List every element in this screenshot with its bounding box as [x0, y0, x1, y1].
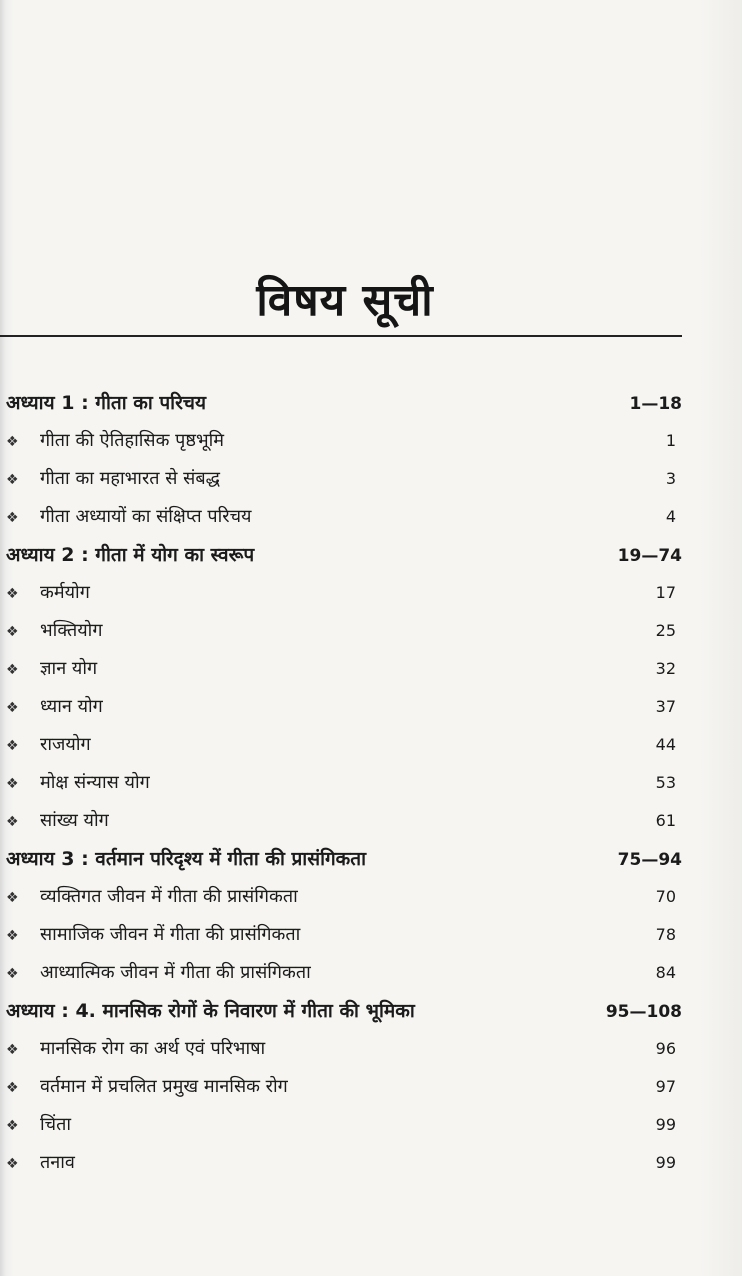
entry-page: 44 [655, 735, 676, 754]
diamond-dots-icon: ❖ [6, 928, 19, 944]
entry-label: मोक्ष संन्यास योग [40, 772, 150, 793]
diamond-dots-icon: ❖ [6, 1080, 19, 1096]
entry-label: सांख्य योग [40, 810, 109, 831]
toc-entry [0, 802, 690, 840]
entry-label: सामाजिक जीवन में गीता की प्रासंगिकता [40, 924, 301, 945]
entry-page: 99 [655, 1153, 676, 1172]
entry-label: गीता की ऐतिहासिक पृष्ठभूमि [40, 430, 225, 451]
entry-page: 53 [655, 773, 676, 792]
chapter-title: अध्याय : 4. मानसिक रोगों के निवारण में गीता की भूमिका [6, 1000, 415, 1022]
toc-entry [0, 1030, 690, 1068]
toc-entry [0, 1144, 690, 1182]
entry-label: राजयोग [40, 734, 91, 755]
toc-entry [0, 726, 690, 764]
chapter-page-range: 95—108 [605, 1002, 682, 1022]
toc-entry [0, 422, 690, 460]
toc-entry [0, 1068, 690, 1106]
diamond-dots-icon: ❖ [6, 472, 19, 488]
chapter-title: अध्याय 2 : गीता में योग का स्वरूप [6, 544, 255, 566]
entry-label: गीता का महाभारत से संबद्ध [40, 468, 221, 489]
entry-label: तनाव [40, 1152, 75, 1173]
chapter-heading [0, 384, 690, 422]
entry-page: 32 [655, 659, 676, 678]
chapter-page-range: 1—18 [629, 394, 682, 414]
entry-label: व्यक्तिगत जीवन में गीता की प्रासंगिकता [40, 886, 298, 907]
diamond-dots-icon: ❖ [6, 776, 19, 792]
diamond-dots-icon: ❖ [6, 700, 19, 716]
toc-entry [0, 764, 690, 802]
toc-entry [0, 916, 690, 954]
diamond-dots-icon: ❖ [6, 1118, 19, 1134]
entry-page: 61 [655, 811, 676, 830]
entry-page: 17 [655, 583, 676, 602]
entry-label: ज्ञान योग [40, 658, 98, 679]
chapter-page-range: 75—94 [617, 850, 682, 870]
entry-label: मानसिक रोग का अर्थ एवं परिभाषा [40, 1038, 266, 1059]
diamond-dots-icon: ❖ [6, 738, 19, 754]
diamond-dots-icon: ❖ [6, 510, 19, 526]
diamond-dots-icon: ❖ [6, 1156, 19, 1172]
entry-page: 25 [655, 621, 676, 640]
title-divider [0, 335, 682, 337]
toc-entry [0, 498, 690, 536]
table-of-contents [0, 384, 690, 1182]
diamond-dots-icon: ❖ [6, 814, 19, 830]
diamond-dots-icon: ❖ [6, 966, 19, 982]
diamond-dots-icon: ❖ [6, 434, 19, 450]
diamond-dots-icon: ❖ [6, 1042, 19, 1058]
toc-entry [0, 954, 690, 992]
entry-label: कर्मयोग [40, 582, 90, 603]
entry-label: गीता अध्यायों का संक्षिप्त परिचय [40, 506, 252, 527]
diamond-dots-icon: ❖ [6, 624, 19, 640]
entry-label: आध्यात्मिक जीवन में गीता की प्रासंगिकता [40, 962, 311, 983]
entry-page: 97 [655, 1077, 676, 1096]
toc-entry [0, 878, 690, 916]
toc-entry [0, 688, 690, 726]
entry-label: चिंता [40, 1114, 72, 1135]
entry-page: 70 [655, 887, 676, 906]
diamond-dots-icon: ❖ [6, 890, 19, 906]
toc-entry [0, 460, 690, 498]
toc-entry [0, 612, 690, 650]
entry-label: ध्यान योग [40, 696, 103, 717]
entry-page: 37 [655, 697, 676, 716]
entry-page: 96 [655, 1039, 676, 1058]
chapter-title: अध्याय 3 : वर्तमान परिदृश्य में गीता की प्रासंगिकता [6, 848, 367, 870]
entry-page: 1 [665, 431, 676, 450]
entry-label: भक्तियोग [40, 620, 103, 641]
entry-page: 78 [655, 925, 676, 944]
chapter-heading [0, 536, 690, 574]
diamond-dots-icon: ❖ [6, 586, 19, 602]
toc-entry [0, 1106, 690, 1144]
entry-page: 4 [665, 507, 676, 526]
diamond-dots-icon: ❖ [6, 662, 19, 678]
entry-label: वर्तमान में प्रचलित प्रमुख मानसिक रोग [40, 1076, 288, 1097]
toc-entry [0, 650, 690, 688]
chapter-heading [0, 840, 690, 878]
entry-page: 99 [655, 1115, 676, 1134]
chapter-heading [0, 992, 690, 1030]
chapter-title: अध्याय 1 : गीता का परिचय [6, 392, 206, 414]
toc-entry [0, 574, 690, 612]
entry-page: 84 [655, 963, 676, 982]
entry-page: 3 [665, 469, 676, 488]
page-title: विषय सूची [256, 275, 434, 326]
chapter-page-range: 19—74 [617, 546, 682, 566]
